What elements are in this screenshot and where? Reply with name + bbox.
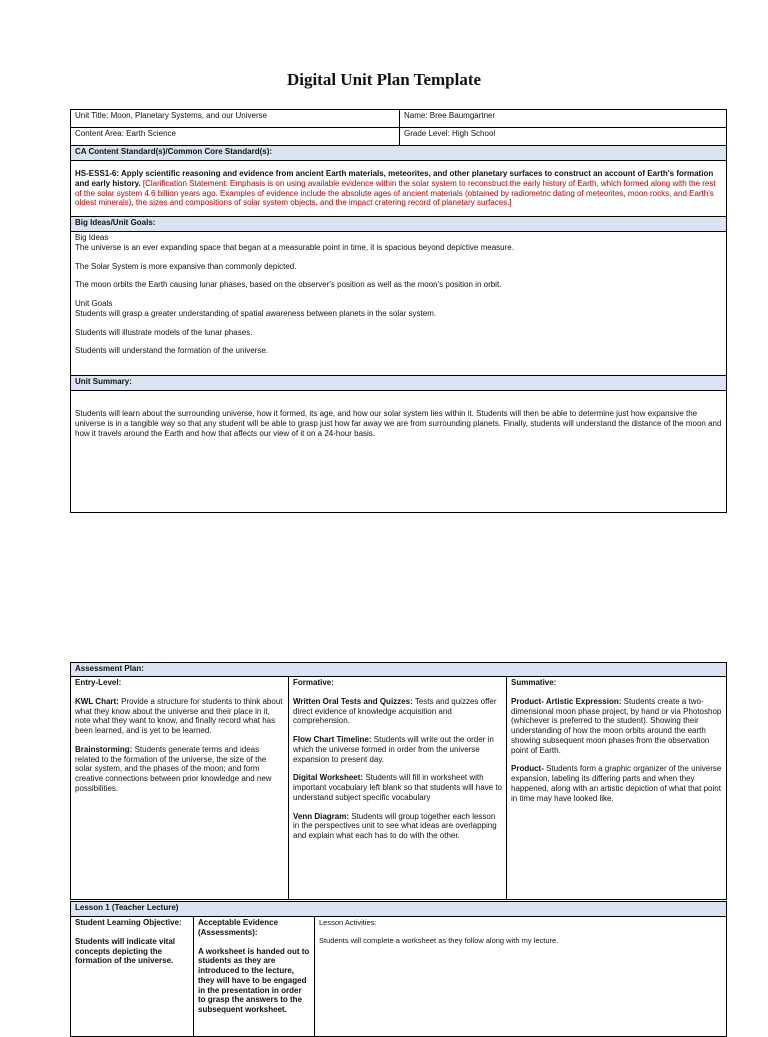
standards-content	[71, 161, 727, 217]
entry-level-header: Entry-Level:	[75, 678, 122, 687]
author-name: Bree Baumgartner	[429, 111, 496, 120]
activities-header: Lesson Activities:	[319, 918, 377, 927]
objective-cell	[71, 917, 194, 1037]
evidence-header: Acceptable Evidence (Assessments):	[198, 918, 279, 937]
formative-item: Written Oral Tests and Quizzes: Tests and quizzes offer direct evidence of knowledge acquisition and comprehension.	[293, 696, 497, 726]
summative-header: Summative:	[511, 678, 557, 687]
entry-item: Brainstorming: Students generate terms and ideas related to the formation of the universe, the size of the solar system, and the phases of the moon; and form creative connections between prior knowledge and new possibilities.	[75, 744, 272, 793]
summary-content	[71, 391, 727, 513]
formative-item: Digital Worksheet: Students will fill in worksheet with important vocabulary left blank so that students will have to understand subject specific vocabulary	[293, 773, 502, 802]
grade-level-label: Grade Level:	[404, 129, 450, 138]
grade-level: High School	[452, 129, 496, 138]
entry-item: KWL Chart: Provide a structure for students to think about what they know about the universe and their place in it, note what they want to know, and finally record what has been learned, and is yet to be learned.	[75, 696, 283, 735]
activities-cell	[315, 917, 727, 1037]
summary-header: Unit Summary:	[71, 376, 727, 391]
big-idea: The Solar System is more expansive than commonly depicted.	[75, 261, 297, 271]
lesson-table	[70, 901, 727, 1037]
summary-text: Students will learn about the surrounding universe, how it formed, its age, and how our solar system lies within it. Students will then be able to determine just how expansive the universe is in a tangible way so that any student will be able to grasp just how far away we are from surrounding planets. Finally, students will understand the distance of the moon and how it travels around the Earth and how that affects our view of it on a 24-hour basis.	[75, 409, 722, 438]
name-cell	[400, 110, 727, 128]
unit-title: Moon, Planetary Systems, and our Universe	[110, 111, 268, 120]
evidence-cell	[194, 917, 315, 1037]
big-idea: The moon orbits the Earth causing lunar phases, based on the observer's position as well as the moon's position in orbit.	[75, 280, 502, 290]
unit-goal: Students will grasp a greater understanding of spatial awareness between planets in the solar system.	[75, 308, 437, 318]
assessment-header: Assessment Plan:	[71, 663, 727, 677]
page-title: Digital Unit Plan Template	[286, 70, 482, 89]
unit-title-cell	[71, 110, 400, 128]
summative-item: Product- Students form a graphic organizer of the universe expansion, labeling its differing parts and when they happened, along with an artistic depiction of what that point in time may have looked like.	[511, 764, 722, 803]
summative-cell	[507, 677, 727, 900]
standards-main: HS-ESS1-6: Apply scientific reasoning and evidence from ancient Earth materials, meteorites, and other planetary surfaces to construct an account of Earth's formation and early history.	[75, 169, 714, 188]
activities-text: Students will complete a worksheet as they follow along with my lecture.	[319, 936, 559, 946]
standards-header: CA Content Standard(s)/Common Core Standard(s):	[71, 146, 727, 161]
formative-item: Flow Chart Timeline: Students will write out the order in which the universe formed in order from the universe expansion to present day.	[293, 735, 494, 764]
big-idea: The universe is an ever expanding space that began at a measurable point in time, it is spacious beyond depictive measure.	[75, 242, 514, 252]
unit-plan-table	[70, 109, 727, 513]
big-ideas-label: Big Ideas	[75, 233, 109, 242]
goals-content	[71, 232, 727, 376]
content-area: Earth Science	[126, 129, 176, 138]
unit-goal: Students will understand the formation of the universe.	[75, 346, 268, 356]
assessment-table	[70, 662, 727, 900]
content-area-label: Content Area:	[75, 129, 124, 138]
name-label: Name:	[404, 111, 428, 120]
formative-header: Formative:	[293, 678, 334, 687]
content-area-cell	[71, 128, 400, 146]
summative-item: Product- Artistic Expression: Students create a two-dimensional moon phase project, by hand or via Photoshop (whichever is preferred to the student). Showing their understanding of how the moon orbits around the earth showing subsequent moon phases from the observation point of Earth.	[511, 696, 722, 755]
lesson-header: Lesson 1 (Teacher Lecture)	[71, 902, 727, 917]
grade-level-cell	[400, 128, 727, 146]
formative-item: Venn Diagram: Students will group together each lesson in the perspectives unit to see what ideas are overlapping and explain what each has to do with the other.	[293, 811, 497, 840]
objective-text: Students will indicate vital concepts depicting the formation of the universe.	[75, 936, 176, 966]
objective-header: Student Learning Objective:	[75, 918, 182, 927]
standards-clarification: [Clarification Statement: Emphasis is on using available evidence within the solar system to reconstruct the early history of Earth, which formed along with the rest of the solar system 4.6 billion years ago. Examples of evidence include the absolute ages of ancient materials (obtained by radiometric dating of meteorites, moon rocks, and Earth's oldest minerals), the sizes and compositions of solar system objects, and the impact cratering record of planetary surfaces.]	[75, 178, 716, 208]
formative-cell	[289, 677, 507, 900]
goals-header: Big Ideas/Unit Goals:	[71, 217, 727, 232]
unit-title-label: Unit Title:	[75, 111, 109, 120]
entry-level-cell	[71, 677, 289, 900]
unit-goal: Students will illustrate models of the lunar phases.	[75, 327, 253, 337]
evidence-text: A worksheet is handed out to students as they are introduced to the lecture, they will have to be engaged in the presentation in order to grasp the answers to the subsequent worksheet.	[198, 946, 310, 1014]
unit-goals-label: Unit Goals	[75, 299, 113, 308]
